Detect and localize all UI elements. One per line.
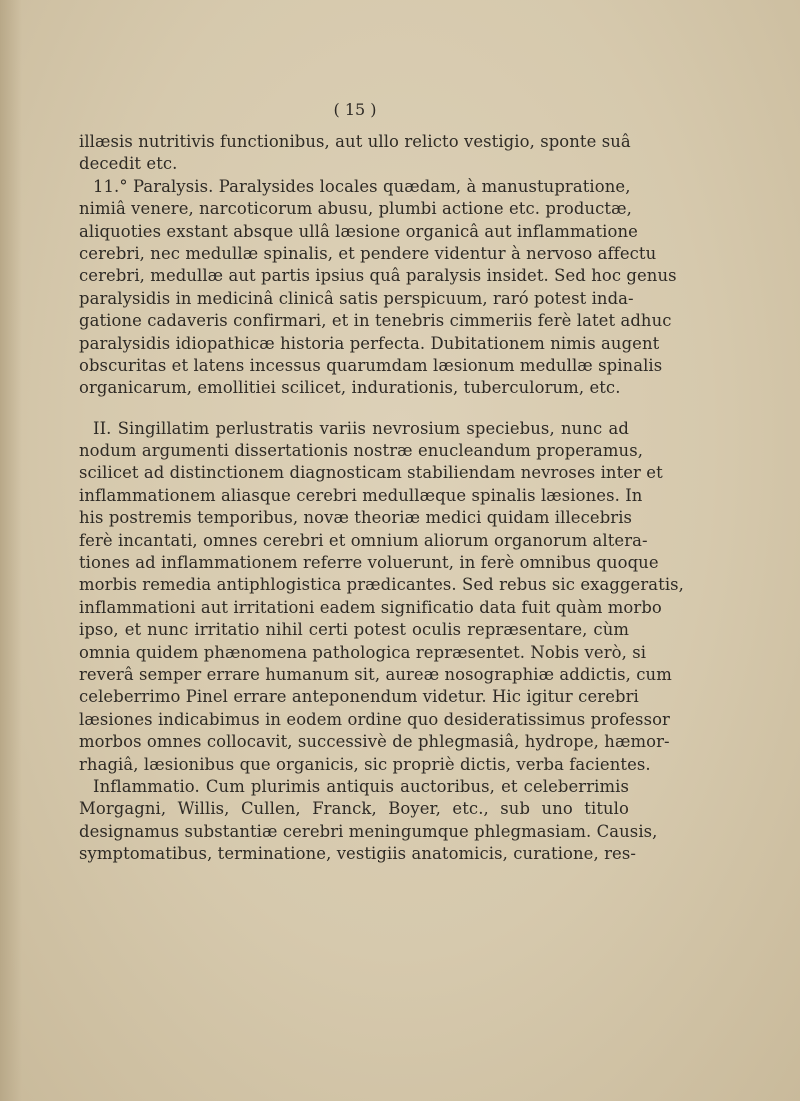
text-line: obscuritas et latens incessus quarumdam læsionum medullæ spinalis bbox=[79, 355, 663, 375]
text-line: cerebri, nec medullæ spinalis, et pendere videntur à nervoso affectu bbox=[79, 243, 657, 263]
page-edge-shadow bbox=[0, 0, 22, 1101]
text-line: rhagiâ, læsionibus que organicis, sic propriè dictis, verba facientes. bbox=[79, 754, 651, 774]
text-line: cerebri, medullæ aut partis ipsius quâ paralysis insidet. Sed hoc genus bbox=[79, 266, 677, 286]
text-line: illæsis nutritivis functionibus, aut ullo relicto vestigio, sponte suâ bbox=[79, 132, 631, 151]
text-line: reverâ semper errare humanum sit, aureæ nosographiæ addictis, cum bbox=[79, 664, 672, 684]
text-line: organicarum, emollitiei scilicet, indurationis, tuberculorum, etc. bbox=[79, 378, 621, 398]
text-line: paralysidis in medicinâ clinicâ satis perspicuum, raró potest inda- bbox=[79, 288, 634, 308]
text-line: inflammationi aut irritationi eadem significatio data fuit quàm morbo bbox=[79, 597, 662, 617]
text-line: symptomatibus, terminatione, vestigiis anatomicis, curatione, res- bbox=[79, 844, 636, 864]
text-line: II. Singillatim perlustratis variis nevrosium speciebus, nunc ad bbox=[93, 418, 629, 438]
text-line: his postremis temporibus, novæ theoriæ medici quidam illecebris bbox=[79, 508, 633, 528]
text-line: decedit etc. bbox=[79, 154, 178, 174]
text-line: nimiâ venere, narcoticorum abusu, plumbi actione etc. productæ, bbox=[79, 199, 632, 219]
paragraph-section-ii bbox=[79, 418, 684, 776]
text-line: omnia quidem phænomena pathologica repræsentet. Nobis verò, si bbox=[79, 642, 647, 662]
text-line: morbos omnes collocavit, successivè de phlegmasiâ, hydrope, hæmor- bbox=[79, 732, 670, 752]
text-line: ferè incantati, omnes cerebri et omnium aliorum organorum altera- bbox=[79, 530, 648, 550]
text-line: Inflammatio. Cum plurimis antiquis auctoribus, et celeberrimis bbox=[93, 776, 629, 796]
body-text bbox=[79, 131, 684, 866]
text-line: aliquoties exstant absque ullâ læsione organicâ aut inflammatione bbox=[79, 221, 638, 241]
text-line: ipso, et nunc irritatio nihil certi potest oculis repræsentare, cùm bbox=[79, 620, 629, 640]
text-line: nodum argumenti dissertationis nostræ enucleandum properamus, bbox=[79, 441, 644, 461]
text-line: 11.° Paralysis. Paralysides locales quædam, à manustupratione, bbox=[93, 176, 631, 196]
text-line: designamus substantiæ cerebri meningumque phlegmasiam. Causis, bbox=[79, 821, 658, 841]
text-line: gatione cadaveris confirmari, et in tenebris cimmeriis ferè latet adhuc bbox=[79, 311, 672, 331]
paragraph-paralysis bbox=[79, 176, 677, 400]
section-gap bbox=[79, 400, 629, 418]
text-line: paralysidis idiopathicæ historia perfecta. Dubitationem nimis augent bbox=[79, 333, 660, 353]
text-line: inflammationem aliasque cerebri medullæque spinalis læsiones. In bbox=[79, 485, 643, 505]
paragraph bbox=[79, 131, 629, 176]
text-line: morbis remedia antiphlogistica prædicantes. Sed rebus sic exaggeratis, bbox=[79, 575, 684, 595]
text-line: Morgagni, Willis, Cullen, Franck, Boyer, etc., sub uno titulo bbox=[79, 799, 629, 819]
paragraph-inflammatio bbox=[79, 776, 658, 866]
page-number: ( 15 ) bbox=[333, 100, 377, 119]
text-line: scilicet ad distinctionem diagnosticam stabiliendam nevroses inter et bbox=[79, 463, 663, 483]
text-line: tiones ad inflammationem referre voluerunt, in ferè omnibus quoque bbox=[79, 553, 659, 573]
text-line: læsiones indicabimus in eodem ordine quo desideratissimus professor bbox=[79, 709, 670, 729]
text-line: celeberrimo Pinel errare anteponendum videtur. Hic igitur cerebri bbox=[79, 687, 639, 707]
